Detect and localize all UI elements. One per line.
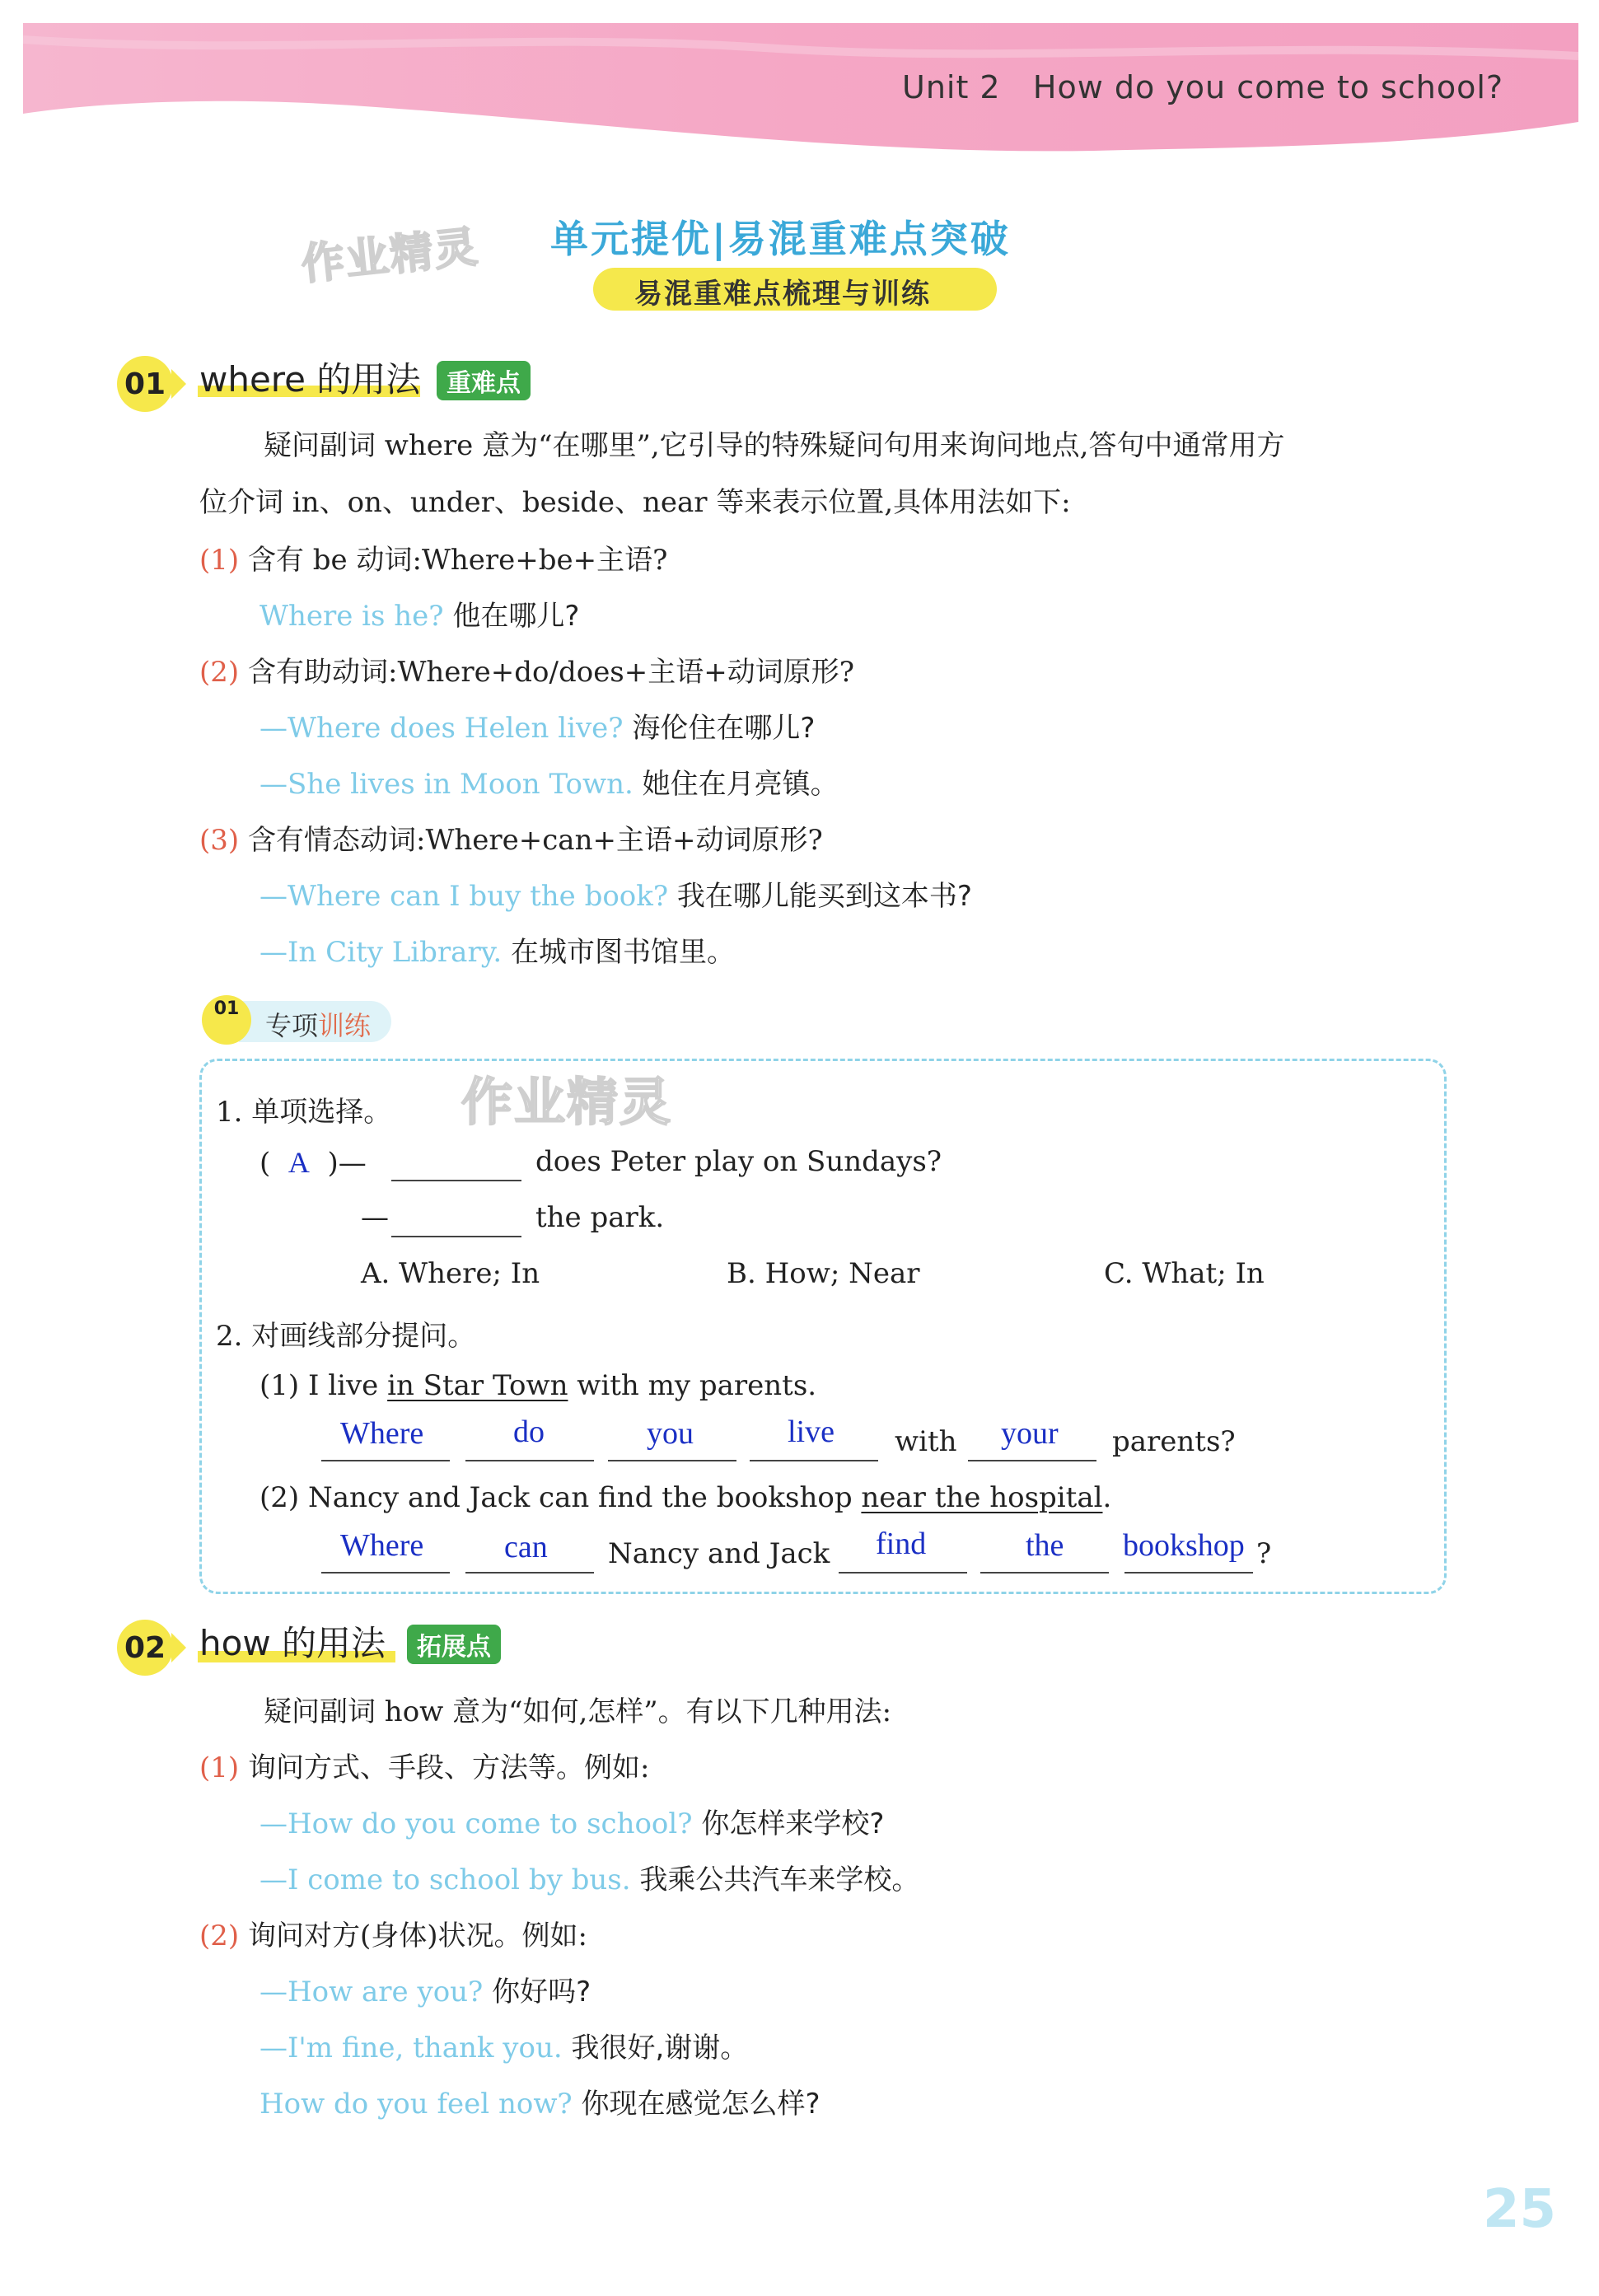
section-arrow-icon <box>171 369 186 399</box>
page-title: 单元提优|易混重难点突破 <box>550 217 1011 261</box>
answer: your <box>1001 1416 1059 1451</box>
answer: A <box>288 1146 310 1179</box>
page-subtitle: 易混重难点梳理与训练 <box>634 278 931 311</box>
question-text: ? <box>1256 1537 1272 1570</box>
example-chinese: 我在哪儿能买到这本书? <box>676 880 972 913</box>
answer-blank[interactable] <box>968 1460 1096 1461</box>
example-chinese: 在城市图书馆里。 <box>511 936 736 969</box>
answer: can <box>504 1530 548 1564</box>
answer: Where <box>340 1528 424 1563</box>
example-chinese: 你好吗? <box>492 1976 591 2008</box>
rule-text: 含有助动词:Where+do/does+主语+动词原形? <box>247 656 854 689</box>
answer-blank[interactable] <box>465 1460 594 1461</box>
answer: bookshop <box>1123 1528 1245 1563</box>
answer: Where <box>340 1416 424 1451</box>
example-english: —I come to school by bus. <box>259 1863 631 1896</box>
example-english: Where is he? <box>259 600 444 633</box>
rule-text: 含有情态动词:Where+can+主语+动词原形? <box>247 824 823 857</box>
question-sentence: (2) Nancy and Jack can find the bookshop near the hospital. <box>259 1481 1112 1514</box>
question-sentence: (1) I live in Star Town with my parents. <box>259 1369 817 1402</box>
answer-blank[interactable] <box>750 1460 878 1461</box>
watermark: 作业精灵 <box>461 1072 673 1132</box>
section-arrow-icon <box>171 1633 186 1662</box>
example-english: —In City Library. <box>259 936 503 969</box>
answer: live <box>788 1415 835 1449</box>
example-english: —She lives in Moon Town. <box>259 768 634 801</box>
example-english: —Where does Helen live? <box>259 712 624 745</box>
example-chinese: 你怎样来学校? <box>701 1807 885 1840</box>
question-dash: — <box>361 1201 389 1234</box>
answer-blank[interactable] <box>391 1180 521 1181</box>
answer-blank[interactable] <box>980 1572 1109 1574</box>
question-text: the park. <box>535 1201 665 1234</box>
answer-blank[interactable] <box>391 1236 521 1237</box>
item-index: (2) <box>199 656 240 689</box>
question-text: parents? <box>1112 1425 1236 1458</box>
example-chinese: 你现在感觉怎么样? <box>581 2088 821 2121</box>
question-text: does Peter play on Sundays? <box>535 1145 942 1178</box>
question-text: with <box>895 1425 957 1458</box>
answer-blank[interactable] <box>321 1572 450 1574</box>
item-index: (1) <box>199 1751 240 1784</box>
training-badge: 01 <box>202 995 251 1045</box>
example-english: —I'm fine, thank you. <box>259 2032 563 2065</box>
example-english: —How are you? <box>259 1976 484 2008</box>
watermark: 作业精灵 <box>299 222 482 291</box>
rule-text: 含有 be 动词:Where+be+主语? <box>247 544 668 577</box>
unit-header: Unit 2 How do you come to school? <box>902 69 1504 105</box>
option-a: A. Where; In <box>361 1257 540 1290</box>
answer: find <box>876 1527 927 1561</box>
example-chinese: 我很好,谢谢。 <box>571 2032 749 2065</box>
example-english: How do you feel now? <box>259 2088 573 2121</box>
example-english: —How do you come to school? <box>259 1807 693 1840</box>
page-number: 25 <box>1483 2179 1557 2240</box>
rule-text: 询问方式、手段、方法等。例如: <box>247 1751 650 1784</box>
item-index: (3) <box>199 824 240 857</box>
example-chinese: 他在哪儿? <box>452 600 580 633</box>
key-point-tag: 重难点 <box>437 361 531 400</box>
example-chinese: 她住在月亮镇。 <box>642 768 839 801</box>
item-index: (1) <box>199 544 240 577</box>
intro-text: 疑问副词 how 意为“如何,怎样”。有以下几种用法: <box>264 1695 892 1728</box>
answer-blank[interactable] <box>839 1572 967 1574</box>
answer: the <box>1026 1528 1064 1563</box>
question-title: 2. 对画线部分提问。 <box>216 1320 476 1353</box>
answer-blank[interactable] <box>608 1460 736 1461</box>
intro-text: 位介词 in、on、under、beside、near 等来表示位置,具体用法如下: <box>199 486 1071 519</box>
rule-text: 询问对方(身体)状况。例如: <box>247 1920 587 1952</box>
section-title: where 的用法 <box>199 359 421 400</box>
example-english: —Where can I buy the book? <box>259 880 669 913</box>
section-title: how 的用法 <box>199 1623 386 1663</box>
section-number-badge: 01 <box>117 356 173 412</box>
answer: do <box>513 1415 545 1449</box>
item-index: (2) <box>199 1920 240 1952</box>
extension-tag: 拓展点 <box>407 1625 501 1664</box>
answer-blank[interactable] <box>321 1460 450 1461</box>
question-stem: ( A )— <box>259 1146 367 1180</box>
answer-blank[interactable] <box>465 1572 594 1574</box>
example-chinese: 海伦住在哪儿? <box>632 712 816 745</box>
section-number-badge: 02 <box>117 1620 173 1676</box>
question-title: 1. 单项选择。 <box>216 1096 392 1129</box>
answer: you <box>647 1416 694 1451</box>
option-c: C. What; In <box>1104 1257 1265 1290</box>
option-b: B. How; Near <box>727 1257 920 1290</box>
intro-text: 疑问副词 where 意为“在哪里”,它引导的特殊疑问句用来询问地点,答句中通常用方 <box>264 429 1285 462</box>
training-label: 专项训练 <box>265 1010 372 1041</box>
example-chinese: 我乘公共汽车来学校。 <box>639 1863 920 1896</box>
question-text: Nancy and Jack <box>608 1537 830 1570</box>
answer-blank[interactable] <box>1124 1572 1253 1574</box>
